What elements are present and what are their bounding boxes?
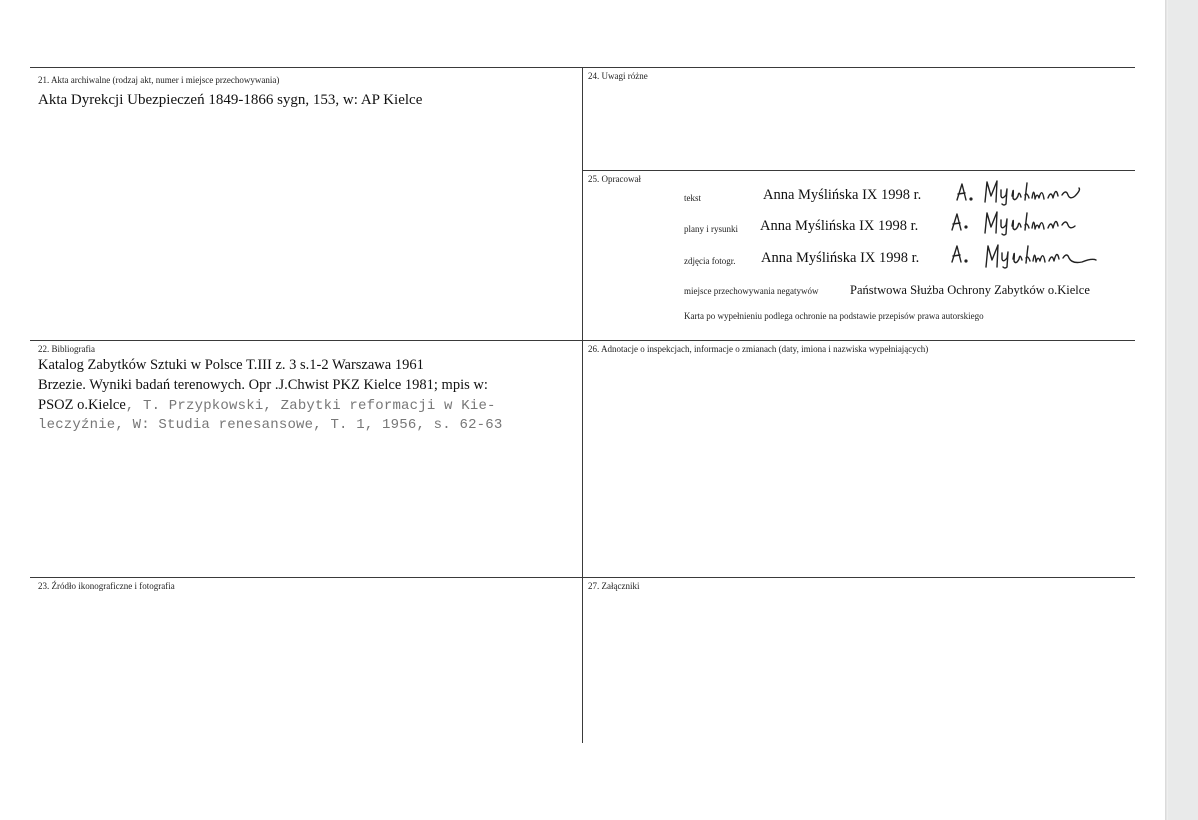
bibliography-line-3 bbox=[38, 396, 496, 415]
negatives-value: Państwowa Służba Ochrony Zabytków o.Kielce bbox=[850, 283, 1090, 297]
signature-tekst bbox=[955, 178, 1085, 206]
section-24-label: 24. Uwagi różne bbox=[588, 71, 648, 81]
copyright-note: Karta po wypełnieniu podlega ochronie na podstawie przepisów prawa autorskiego bbox=[684, 311, 984, 321]
tekst-value: Anna Myślińska IX 1998 r. bbox=[763, 187, 922, 203]
section-22-label: 22. Bibliografia bbox=[38, 344, 95, 354]
plany-label: plany i rysunki bbox=[684, 224, 738, 234]
plany-value: Anna Myślińska IX 1998 r. bbox=[760, 218, 919, 234]
bibliography-line-4: leczyźnie, W: Studia renesansowe, T. 1, 1956, s. 62-63 bbox=[38, 417, 503, 433]
negatives-label: miejsce przechowywania negatywów bbox=[684, 286, 819, 296]
section-21-label: 21. Akta archiwalne (rodzaj akt, numer i miejsce przechowywania) bbox=[38, 75, 280, 85]
page-edge-shadow bbox=[1165, 0, 1168, 820]
section-23-label: 23. Źródło ikonograficzne i fotografia bbox=[38, 581, 175, 591]
rule-row-25 bbox=[582, 170, 1135, 171]
zdjecia-label: zdjęcia fotogr. bbox=[684, 256, 736, 266]
bibliography-line-3-typed: , T. Przypkowski, Zabytki reformacji w Kie- bbox=[125, 398, 496, 414]
center-divider bbox=[582, 67, 583, 743]
section-27-label: 27. Załączniki bbox=[588, 581, 640, 591]
tekst-label: tekst bbox=[684, 193, 701, 203]
signature-zdjecia bbox=[950, 240, 1100, 270]
section-26-label: 26. Adnotacje o inspekcjach, informacje o zmianach (daty, imiona i nazwiska wypełniających) bbox=[588, 344, 929, 354]
bibliography-line-1: Katalog Zabytków Sztuki w Polsce T.III z. 3 s.1-2 Warszawa 1961 bbox=[38, 357, 424, 373]
zdjecia-value: Anna Myślińska IX 1998 r. bbox=[761, 250, 920, 266]
bibliography-line-2: Brzezie. Wyniki badań terenowych. Opr .J.Chwist PKZ Kielce 1981; mpis w: bbox=[38, 377, 488, 393]
section-21-content: Akta Dyrekcji Ubezpieczeń 1849-1866 sygn, 153, w: AP Kielce bbox=[38, 92, 423, 108]
section-25-label: 25. Opracował bbox=[588, 174, 641, 184]
signature-plany bbox=[950, 208, 1080, 236]
bibliography-line-3-printed: PSOZ o.Kielce bbox=[38, 397, 126, 413]
